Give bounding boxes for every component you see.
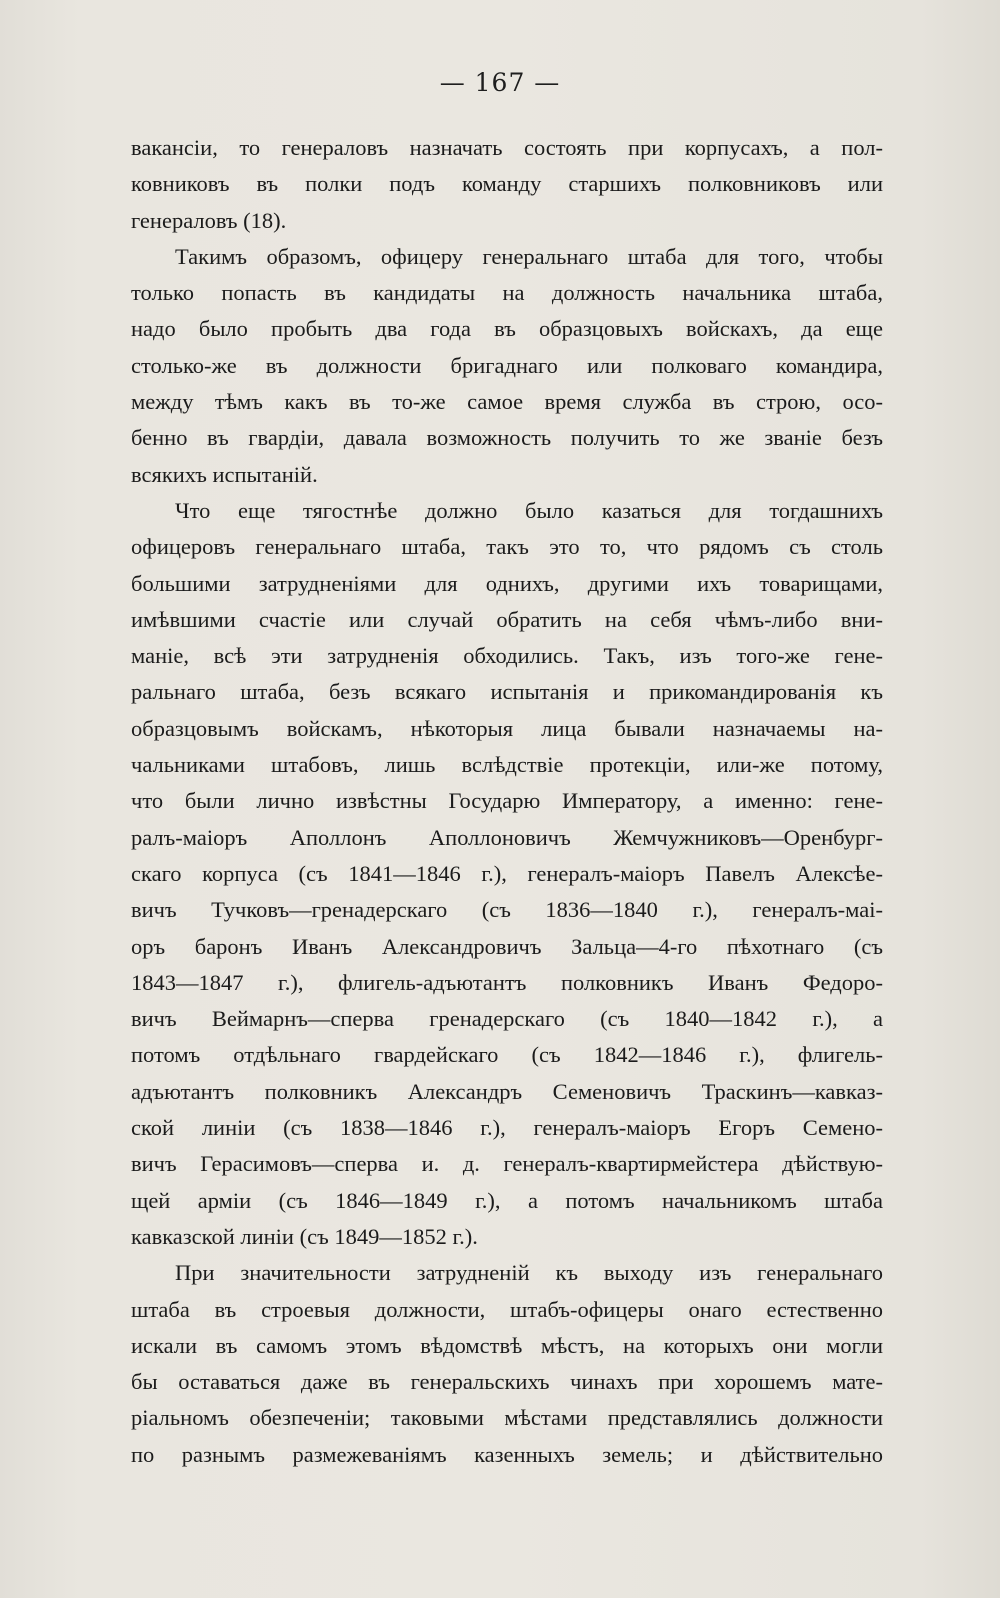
text-line: между тѣмъ какъ въ то-же самое время служба въ строю, осо-: [131, 389, 883, 415]
body-text: [131, 130, 883, 1473]
text-line: Что еще тягостнѣе должно было казаться для тогдашнихъ: [175, 497, 883, 523]
text-line: генераловъ (18).: [131, 207, 287, 233]
page-number: — 167 —: [439, 68, 561, 97]
text-line: имѣвшими счастіе или случай обратить на себя чѣмъ-либо вни-: [131, 606, 883, 632]
text-line: штаба въ строевыя должности, штабъ-офицеры онаго естественно: [131, 1296, 883, 1322]
paragraph-4: [131, 1255, 883, 1473]
text-line: всякихъ испытаній.: [131, 461, 318, 487]
text-line: оръ баронъ Иванъ Александровичъ Зальца—4-го пѣхотнаго (съ: [131, 933, 883, 959]
text-line: искали въ самомъ этомъ вѣдомствѣ мѣстъ, на которыхъ они могли: [131, 1332, 883, 1358]
text-line: бенно въ гвардіи, давала возможность получить то же званіе безъ: [131, 425, 883, 451]
text-line: только попасть въ кандидаты на должность начальника штаба,: [131, 280, 883, 306]
text-line: ральнаго штаба, безъ всякаго испытанія и прикомандированія къ: [131, 679, 883, 705]
text-line: вичъ Тучковъ—гренадерскаго (съ 1836—1840 г.), генералъ-маі-: [131, 897, 883, 923]
text-line: образцовымъ войскамъ, нѣкоторыя лица бывали назначаемы на-: [131, 715, 883, 741]
text-line: потомъ отдѣльнаго гвардейскаго (съ 1842—1846 г.), флигель-: [131, 1042, 883, 1068]
text-line: ралъ-маіоръ Аполлонъ Аполлоновичъ Жемчужниковъ—Оренбург-: [131, 824, 883, 850]
text-line: вакансіи, то генераловъ назначать состоять при корпусахъ, а пол-: [131, 135, 883, 160]
text-line: 1843—1847 г.), флигель-адъютантъ полковникъ Иванъ Федоро-: [131, 969, 883, 995]
paragraph-2: [131, 239, 883, 493]
text-line: Такимъ образомъ, офицеру генеральнаго штаба для того, чтобы: [175, 243, 883, 269]
text-line: офицеровъ генеральнаго штаба, такъ это то, что рядомъ съ столь: [131, 534, 883, 560]
text-line: щей арміи (съ 1846—1849 г.), а потомъ начальникомъ штаба: [131, 1187, 883, 1213]
text-line: вичъ Веймарнъ—сперва гренадерскаго (съ 1840—1842 г.), а: [131, 1006, 883, 1032]
text-line: что были лично извѣстны Государю Императору, а именно: гене-: [131, 788, 883, 814]
text-line: бы оставаться даже въ генеральскихъ чинахъ при хорошемъ мате-: [131, 1369, 883, 1395]
text-line: чальниками штабовъ, лишь вслѣдствіе протекціи, или-же потому,: [131, 752, 883, 778]
text-line: вичъ Герасимовъ—сперва и. д. генералъ-квартирмейстера дѣйствую-: [131, 1151, 883, 1177]
text-line: по разнымъ размежеваніямъ казенныхъ земель; и дѣйствительно: [131, 1441, 883, 1467]
text-line: ской линіи (съ 1838—1846 г.), генералъ-маіоръ Егоръ Семено-: [131, 1115, 883, 1141]
paragraph-3: [131, 493, 883, 1255]
text-line: При значительности затрудненій къ выходу изъ генеральнаго: [175, 1260, 883, 1286]
text-line: большими затрудненіями для однихъ, другими ихъ товарищами,: [131, 570, 883, 596]
paragraph-1: [131, 130, 883, 239]
text-line: ковниковъ въ полки подъ команду старшихъ полковниковъ или: [131, 171, 883, 197]
text-line: кавказской линіи (съ 1849—1852 г.).: [131, 1223, 478, 1249]
text-line: столько-же въ должности бригаднаго или полковаго командира,: [131, 352, 883, 378]
text-line: ріальномъ обезпеченіи; таковыми мѣстами представлялись должности: [131, 1405, 883, 1431]
text-line: надо было пробыть два года въ образцовыхъ войскахъ, да еще: [131, 316, 883, 342]
text-line: скаго корпуса (съ 1841—1846 г.), генералъ-маіоръ Павелъ Алексѣе-: [131, 860, 883, 886]
text-line: адъютантъ полковникъ Александръ Семеновичъ Траскинъ—кавказ-: [131, 1078, 883, 1104]
text-line: маніе, всѣ эти затрудненія обходились. Такъ, изъ того-же гене-: [131, 643, 883, 669]
